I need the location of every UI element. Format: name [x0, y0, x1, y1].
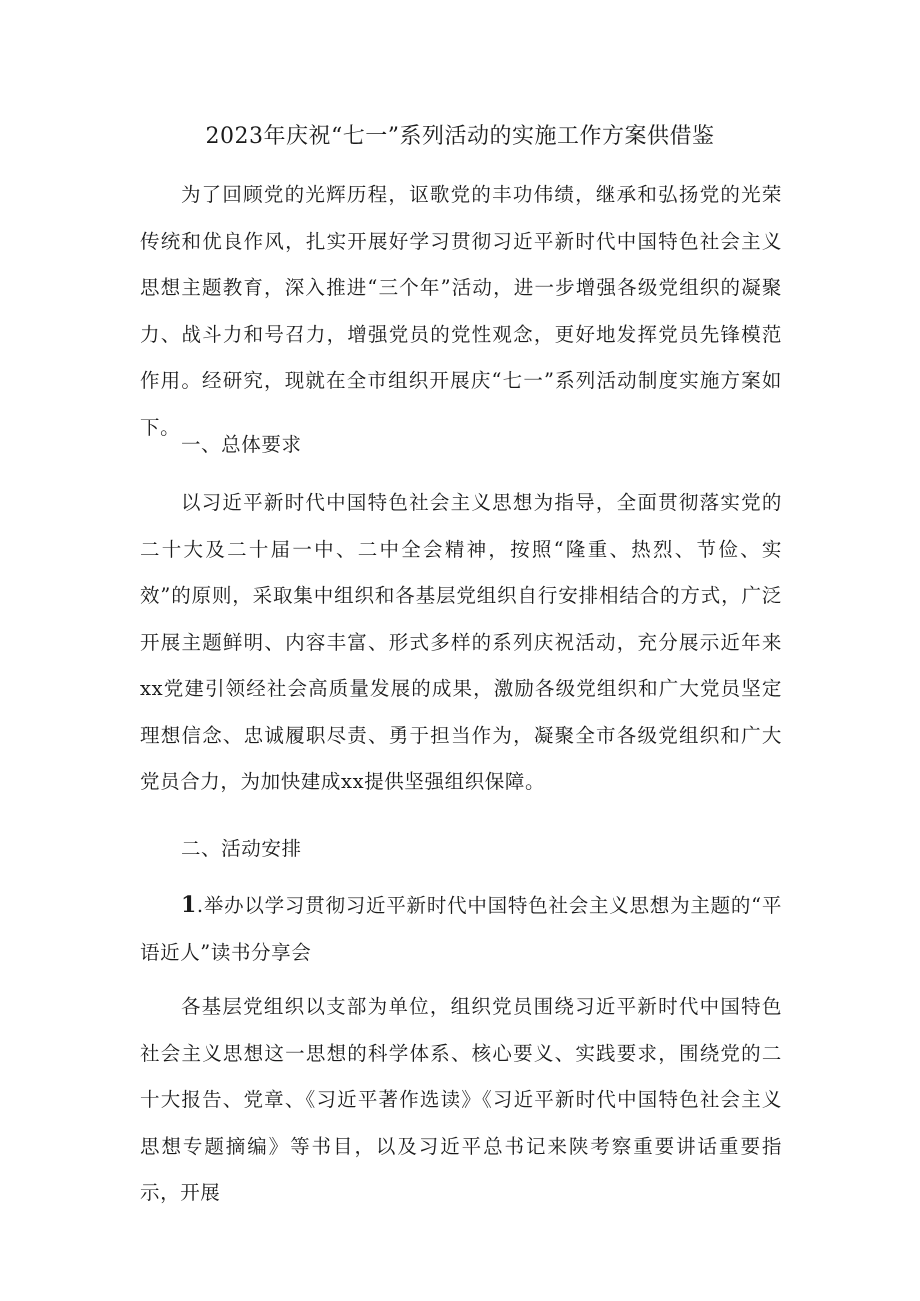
item-1-number: 1: [180, 892, 197, 918]
item-1-paragraph: 各基层党组织以支部为单位，组织党员围绕习近平新时代中国特色社会主义思想这一思想的科学体系、核心要义、实践要求，围绕党的二十大报告、党章、《习近平著作选读》《习近平新时代中国特色社会主义思想专题摘编》等书目，以及习近平总书记来陕考察重要讲话重要指示，开展: [140, 995, 782, 1204]
section-heading-general-requirements: 一、总体要求: [180, 433, 302, 456]
document-title: 2023年庆祝“七一”系列活动的实施工作方案供借鉴: [205, 124, 715, 149]
general-requirements-paragraph: 以习近平新时代中国特色社会主义思想为指导，全面贯彻落实党的二十大及二十届一中、二中全会精神，按照“隆重、热烈、节俭、实效”的原则，采取集中组织和各基层党组织自行安排相结合的方式，广泛开展主题鲜明、内容丰富、形式多样的系列庆祝活动，充分展示近年来xx党建引领经社会高质量发展的成果，激励各级党组织和广大党员坚定理想信念、忠诚履职尽责、勇于担当作为，凝聚全市各级党组织和广大党员合力，为加快建成xx提供坚强组织保障。: [140, 491, 782, 793]
intro-paragraph: 为了回顾党的光辉历程，讴歌党的丰功伟绩，继承和弘扬党的光荣传统和优良作风，扎实开展好学习贯彻习近平新时代中国特色社会主义思想主题教育，深入推进“三个年”活动，进一步增强各级党组织的凝聚力、战斗力和号召力，增强党员的党性观念，更好地发挥党员先锋模范作用。经研究，现就在全市组织开展庆“七一”系列活动制度实施方案如下。: [140, 183, 782, 439]
item-1-title: [140, 882, 782, 976]
section-heading-activity-arrangement: 二、活动安排: [180, 837, 302, 860]
item-1-title-text: .举办以学习贯彻习近平新时代中国特色社会主义思想为主题的“平语近人”读书分享会: [140, 894, 782, 964]
